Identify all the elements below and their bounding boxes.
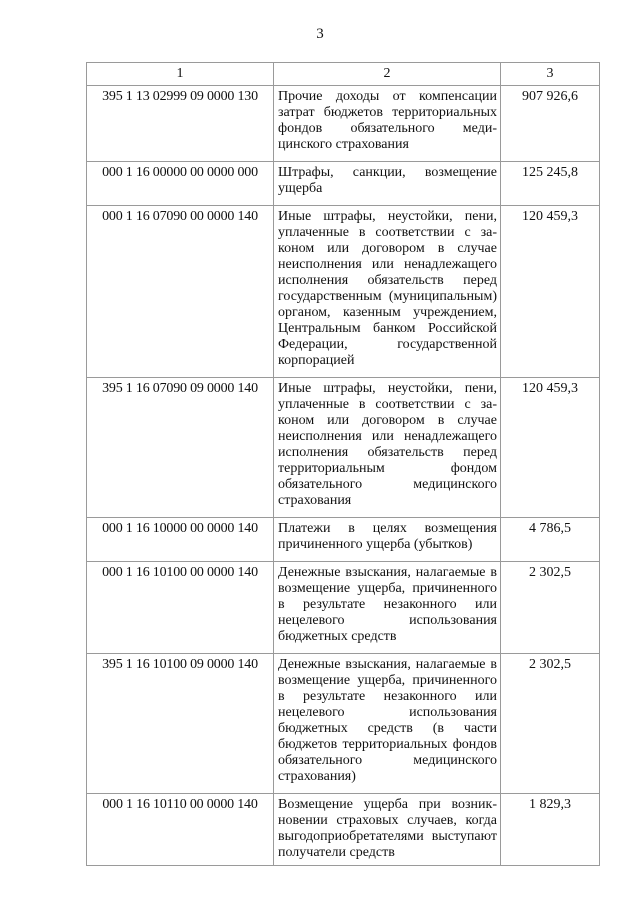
budget-code-cell: 395 1 16 07090 09 0000 140 bbox=[87, 378, 274, 518]
budget-code-cell: 395 1 13 02999 09 0000 130 bbox=[87, 86, 274, 162]
table-header-row bbox=[87, 63, 600, 86]
page-number: 3 bbox=[316, 26, 324, 42]
revenue-name-cell: Штрафы, санкции, возмещение ущерба bbox=[274, 162, 501, 206]
table-row bbox=[87, 86, 600, 162]
amount-cell: 125 245,8 bbox=[501, 162, 600, 206]
amount-cell: 120 459,3 bbox=[501, 378, 600, 518]
column-header-amount: 3 bbox=[501, 63, 600, 86]
amount-cell: 1 829,3 bbox=[501, 794, 600, 866]
revenue-name-cell: Платежи в целях возмещения причиненного ущерба (убытков) bbox=[274, 518, 501, 562]
revenue-name-cell: Прочие доходы от компенсации затрат бюджетов территориальных фондов обязательного медицинского страхования bbox=[274, 86, 501, 162]
budget-code-cell: 000 1 16 10000 00 0000 140 bbox=[87, 518, 274, 562]
table-row bbox=[87, 518, 600, 562]
budget-code-cell: 000 1 16 07090 00 0000 140 bbox=[87, 206, 274, 378]
table-row bbox=[87, 794, 600, 866]
amount-cell: 120 459,3 bbox=[501, 206, 600, 378]
table-row bbox=[87, 206, 600, 378]
revenue-name-cell: Денежные взыскания, налагаемые в возмещение ущерба, причиненного в результате незаконного или нецелевого использования бюджетных средств bbox=[274, 562, 501, 654]
amount-cell: 4 786,5 bbox=[501, 518, 600, 562]
budget-code-cell: 000 1 16 00000 00 0000 000 bbox=[87, 162, 274, 206]
revenue-name-cell: Иные штрафы, неустойки, пени, уплаченные в соответствии с законом или договором в случае неисполнения или ненадлежащего исполнения обязательств перед государственным (муниципальным) органом, казенным учреждением, Центральным банком Российской Федерации, государственной корпорацией bbox=[274, 206, 501, 378]
table-row bbox=[87, 378, 600, 518]
table-row bbox=[87, 654, 600, 794]
revenue-name-cell: Денежные взыскания, налагаемые в возмещение ущерба, причиненного в результате незаконного или нецелевого использования бюджетных средств (в части бюджетов территориальных фондов обязательного медицинского страхования) bbox=[274, 654, 501, 794]
revenue-name-cell: Иные штрафы, неустойки, пени, уплаченные в соответствии с законом или договором в случае неисполнения или ненадлежащего исполнения обязательств перед территориальным фондом обязательного медицинского страхования bbox=[274, 378, 501, 518]
amount-cell: 2 302,5 bbox=[501, 562, 600, 654]
table-row bbox=[87, 562, 600, 654]
column-header-name: 2 bbox=[274, 63, 501, 86]
revenue-name-cell: Возмещение ущерба при возникновении страховых случаев, когда выгодоприобретателями выступают получатели средств bbox=[274, 794, 501, 866]
table-row bbox=[87, 162, 600, 206]
budget-revenue-table bbox=[86, 62, 600, 866]
amount-cell: 2 302,5 bbox=[501, 654, 600, 794]
amount-cell: 907 926,6 bbox=[501, 86, 600, 162]
budget-code-cell: 000 1 16 10110 00 0000 140 bbox=[87, 794, 274, 866]
budget-code-cell: 395 1 16 10100 09 0000 140 bbox=[87, 654, 274, 794]
column-header-code: 1 bbox=[87, 63, 274, 86]
budget-code-cell: 000 1 16 10100 00 0000 140 bbox=[87, 562, 274, 654]
